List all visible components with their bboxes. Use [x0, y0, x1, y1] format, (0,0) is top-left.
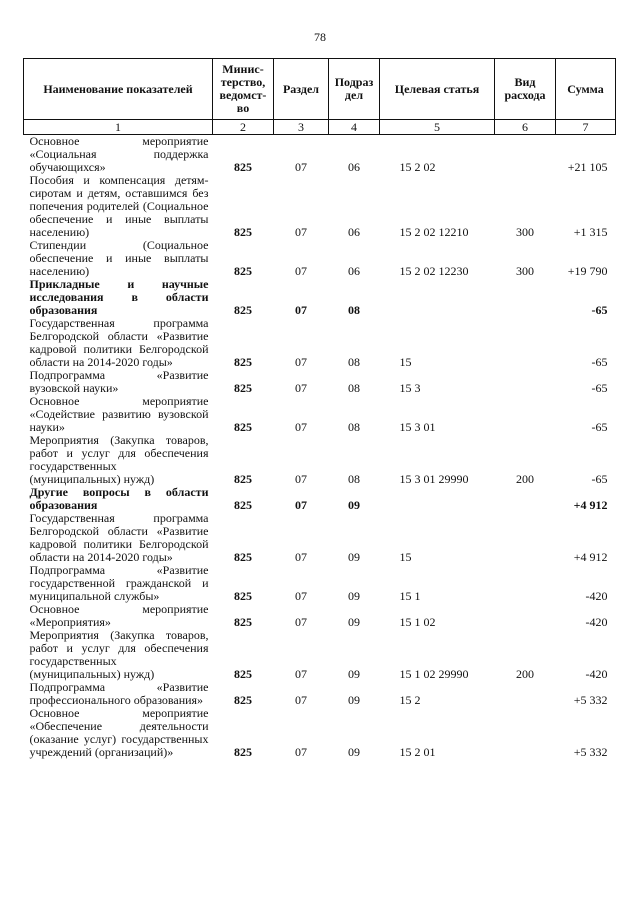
row-summa: -65	[591, 303, 608, 317]
row-razdel: 07	[295, 589, 307, 603]
row-summa: +5 332	[573, 745, 608, 759]
row-name: Пособия и компенсация детям-сиротам и детям, оставшимся без попечения родителей (Социальное обеспечение и иные выплаты населению)	[29, 173, 209, 239]
table-row	[24, 317, 616, 369]
row-podrazdel: 08	[348, 420, 360, 434]
row-razdel: 07	[295, 225, 307, 239]
row-name: Государственная программа Белгородской области «Развитие кадровой политики Белгородской области на 2014-2020 годы»	[29, 511, 209, 564]
row-vid	[495, 512, 556, 564]
row-razdel: 07	[295, 355, 307, 369]
row-summa: +19 790	[567, 264, 608, 278]
row-celevaya	[380, 278, 495, 317]
row-vid	[495, 564, 556, 603]
row-ministry: 825	[234, 667, 252, 681]
row-summa: -420	[585, 589, 608, 603]
row-ministry: 825	[234, 264, 252, 278]
row-summa: -65	[591, 420, 608, 434]
row-vid	[495, 681, 556, 707]
row-name: Стипендии (Социальное обеспечение и иные выплаты населению)	[29, 238, 209, 278]
row-celevaya: 15 1	[399, 589, 421, 603]
table-row	[24, 512, 616, 564]
row-name: Мероприятия (Закупка товаров, работ и услуг для обеспечения государственных (муниципальных) нужд)	[29, 433, 209, 486]
row-vid	[495, 707, 556, 759]
header-razdel: Раздел	[274, 59, 329, 120]
row-vid: 200	[516, 667, 534, 681]
row-name: Основное мероприятие «Социальная поддержка обучающихся»	[29, 134, 209, 174]
row-podrazdel: 08	[348, 355, 360, 369]
header-num: 2	[213, 120, 274, 135]
page-number: 78	[314, 30, 326, 44]
row-name: Другие вопросы в области образования	[29, 485, 209, 512]
row-vid: 200	[516, 472, 534, 486]
row-razdel: 07	[295, 745, 307, 759]
header-num: 1	[24, 120, 213, 135]
row-celevaya: 15 3	[399, 381, 421, 395]
row-razdel: 07	[295, 264, 307, 278]
row-celevaya	[380, 486, 495, 512]
table-row	[24, 174, 616, 239]
table-row	[24, 239, 616, 278]
table-row	[24, 395, 616, 434]
row-celevaya: 15 3 01	[399, 420, 436, 434]
row-name: Подпрограмма «Развитие государственной гражданской и муниципальной службы»	[29, 563, 209, 603]
row-summa: +21 105	[567, 160, 608, 174]
row-vid	[495, 486, 556, 512]
row-celevaya: 15 1 02	[399, 615, 436, 629]
row-ministry: 825	[234, 472, 252, 486]
row-summa: -65	[591, 472, 608, 486]
row-summa: -65	[591, 381, 608, 395]
row-celevaya: 15 2	[399, 693, 421, 707]
row-name: Основное мероприятие «Содействие развитию вузовской науки»	[29, 394, 209, 434]
row-summa: +4 912	[573, 498, 608, 512]
row-ministry: 825	[234, 745, 252, 759]
row-vid	[495, 135, 556, 175]
row-vid: 300	[516, 264, 534, 278]
row-ministry: 825	[234, 693, 252, 707]
row-podrazdel: 09	[348, 615, 360, 629]
row-ministry: 825	[234, 355, 252, 369]
table-row	[24, 629, 616, 681]
header-num: 7	[556, 120, 616, 135]
row-podrazdel: 09	[348, 589, 360, 603]
row-razdel: 07	[295, 615, 307, 629]
row-celevaya: 15 1 02 29990	[399, 667, 469, 681]
header-ministry: Минис-терство, ведомст-во	[213, 59, 274, 120]
row-summa: -65	[591, 355, 608, 369]
row-name: Мероприятия (Закупка товаров, работ и услуг для обеспечения государственных (муниципальных) нужд)	[29, 628, 209, 681]
row-summa: +1 315	[573, 225, 608, 239]
row-ministry: 825	[234, 589, 252, 603]
row-podrazdel: 06	[348, 160, 360, 174]
header-name: Наименование показателей	[24, 59, 213, 120]
row-podrazdel: 06	[348, 264, 360, 278]
row-celevaya: 15	[399, 550, 412, 564]
table-row	[24, 603, 616, 629]
header-num: 6	[495, 120, 556, 135]
table-row	[24, 707, 616, 759]
budget-table	[23, 58, 616, 759]
row-ministry: 825	[234, 303, 252, 317]
row-celevaya: 15 2 01	[399, 745, 436, 759]
row-ministry: 825	[234, 160, 252, 174]
row-ministry: 825	[234, 381, 252, 395]
row-summa: -420	[585, 615, 608, 629]
row-razdel: 07	[295, 160, 307, 174]
row-name: Государственная программа Белгородской области «Развитие кадровой политики Белгородской области на 2014-2020 годы»	[29, 316, 209, 369]
row-name: Основное мероприятие «Мероприятия»	[29, 602, 209, 629]
row-celevaya: 15 3 01 29990	[399, 472, 469, 486]
header-vid: Вид расхода	[495, 59, 556, 120]
row-podrazdel: 09	[348, 667, 360, 681]
row-name: Подпрограмма «Развитие вузовской науки»	[29, 368, 209, 395]
row-razdel: 07	[295, 550, 307, 564]
table-row	[24, 486, 616, 512]
row-razdel: 07	[295, 693, 307, 707]
row-razdel: 07	[295, 472, 307, 486]
table-row	[24, 434, 616, 486]
row-summa: +5 332	[573, 693, 608, 707]
table-row	[24, 564, 616, 603]
row-podrazdel: 08	[348, 472, 360, 486]
row-vid	[495, 369, 556, 395]
table-row	[24, 278, 616, 317]
row-razdel: 07	[295, 420, 307, 434]
row-name: Основное мероприятие «Обеспечение деятельности (оказание услуг) государственных учреждений (организаций)»	[29, 706, 209, 759]
row-vid	[495, 395, 556, 434]
row-podrazdel: 08	[348, 303, 360, 317]
row-ministry: 825	[234, 550, 252, 564]
row-podrazdel: 09	[348, 745, 360, 759]
row-celevaya: 15 2 02 12210	[399, 225, 469, 239]
row-podrazdel: 09	[348, 550, 360, 564]
row-podrazdel: 09	[348, 693, 360, 707]
row-ministry: 825	[234, 498, 252, 512]
row-podrazdel: 06	[348, 225, 360, 239]
row-name: Подпрограмма «Развитие профессионального образования»	[29, 680, 209, 707]
header-num: 4	[329, 120, 380, 135]
row-summa: +4 912	[573, 550, 608, 564]
row-podrazdel: 08	[348, 381, 360, 395]
header-podrazdel: Подраз дел	[329, 59, 380, 120]
row-name: Прикладные и научные исследования в области образования	[29, 277, 209, 317]
row-vid: 300	[516, 225, 534, 239]
row-ministry: 825	[234, 615, 252, 629]
table-row	[24, 681, 616, 707]
table-body	[24, 135, 616, 760]
row-vid	[495, 603, 556, 629]
table-row	[24, 369, 616, 395]
row-razdel: 07	[295, 381, 307, 395]
row-razdel: 07	[295, 303, 307, 317]
row-razdel: 07	[295, 498, 307, 512]
row-vid	[495, 317, 556, 369]
header-summa: Сумма	[556, 59, 616, 120]
header-num: 5	[380, 120, 495, 135]
row-summa: -420	[585, 667, 608, 681]
header-celevaya: Целевая статья	[380, 59, 495, 120]
header-num: 3	[274, 120, 329, 135]
table-row	[24, 135, 616, 175]
row-ministry: 825	[234, 225, 252, 239]
row-ministry: 825	[234, 420, 252, 434]
row-celevaya: 15 2 02	[399, 160, 436, 174]
row-podrazdel: 09	[348, 498, 360, 512]
row-razdel: 07	[295, 667, 307, 681]
row-vid	[495, 278, 556, 317]
row-celevaya: 15 2 02 12230	[399, 264, 469, 278]
table-header	[24, 59, 616, 135]
row-celevaya: 15	[399, 355, 412, 369]
